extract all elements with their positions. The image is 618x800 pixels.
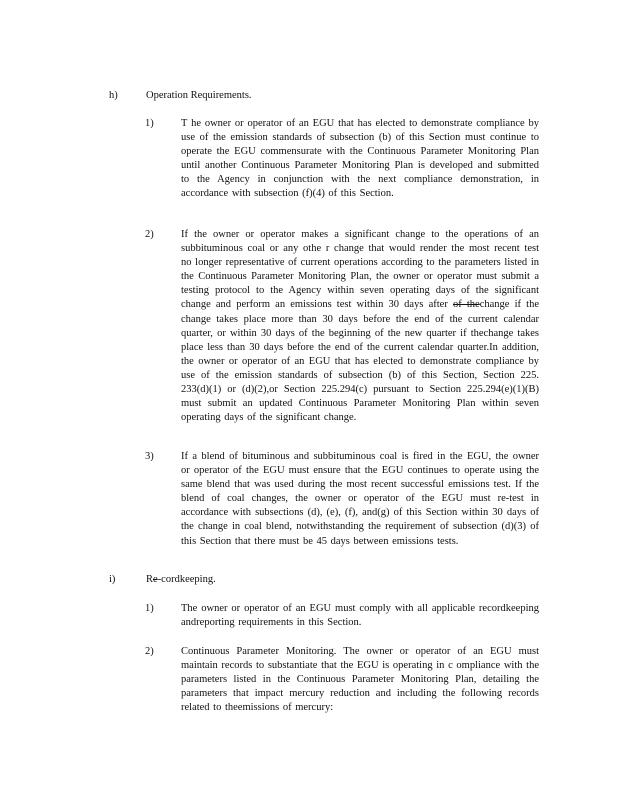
item-text: If a blend of bituminous and subbituminous coal is fired in the EGU, the owner or operator of the EGU must ensure that the EGU continues to operate using the same blend that was used during the most recent successful emissions test. If the blend of coal changes, the owner or operator of the EGU must re-test in accordance with subsections (d), (e), (f), and(g) of this Section within 30 days of the change in coal blend, notwithstanding the requirement of subsection (d)(3) of this Section that there must be 45 days between emissions tests. xyxy=(181,451,539,547)
section-title xyxy=(146,573,216,587)
item-number: 2) xyxy=(145,229,154,240)
item-text xyxy=(181,228,539,425)
item-number: 3) xyxy=(145,451,154,462)
section-title: Operation Requirements. xyxy=(146,90,252,101)
item-text: The owner or operator of an EGU must comply with all applicable recordkeeping andreporting requirements in this Section. xyxy=(181,603,539,629)
item-number: 1) xyxy=(145,603,154,614)
title-part: R xyxy=(146,574,154,585)
item-number: 1) xyxy=(145,118,154,129)
struck-text: e xyxy=(153,574,158,585)
item-text-part: change if the change takes place more than 30 days before the end of the current calendar quarter, or within 30 days of the beginning of the new quarter if thechange takes place less than 30 days before the end of the current calendar quarter.In addition, the owner or operator of an EGU that has elected to demonstrate compliance by use of the emission standards of subsection (b) of this Section, Section 225. 233(d)(1) or (d)(2),or Section 225.294(c) pursuant to Section 225.294(e)(1)(B) must submit an updated Continuous Parameter Monitoring Plan within seven operating days of the significant change. xyxy=(181,299,539,424)
item-text-part: If the owner or operator makes a significant change to the operations of an subbituminous coal or any othe r change that would render the most recent test no longer representative of current operations according to the parameters listed in the Continuous Parameter Monitoring Plan, the owner or operator must submit a testing protocol to the Agency within seven operating days of the significant change and perform an emissions test within 30 days after xyxy=(181,229,539,311)
section-label: i) xyxy=(109,574,116,585)
title-part: -cordkeeping. xyxy=(157,574,216,585)
section-label: h) xyxy=(109,90,118,101)
item-text: T he owner or operator of an EGU that has elected to demonstrate compliance by use of the emission standards of subsection (b) of this Section must continue to operate the EGU commensurate with the Continuous Parameter Monitoring Plan until another Continuous Parameter Monitoring Plan is developed and submitted to the Agency in conjunction with the next compliance demonstration, in accordance with subsection (f)(4) of this Section. xyxy=(181,118,539,200)
struck-text: of the xyxy=(452,299,480,311)
item-text: Continuous Parameter Monitoring. The owner or operator of an EGU must maintain records to substantiate that the EGU is operating in c ompliance with the parameters listed in the Continuous Parameter Monitoring Plan, detailing the parameters that impact mercury reduction and including the following records related to theemissions of mercury: xyxy=(181,646,539,714)
item-number: 2) xyxy=(145,646,154,657)
